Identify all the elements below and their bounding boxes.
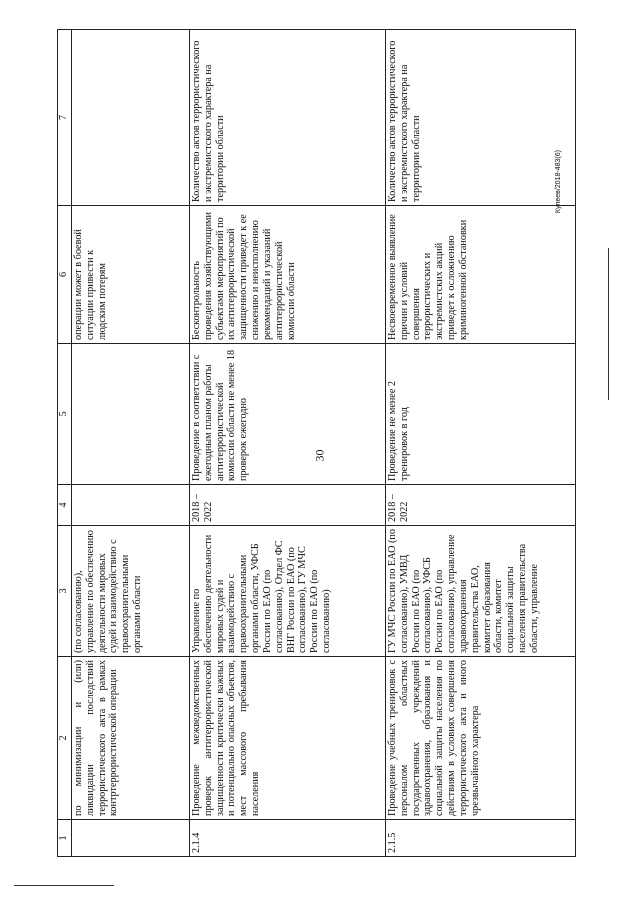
measure-cell: по минимизации и (или) ликвидации последствий террористического акта в рамках контртеррористической операции — [72, 657, 190, 820]
period-cell: 2018 – 2022 — [386, 485, 576, 526]
risk-cell: Бесконтрольность проведения хозяйствующими субъектами мероприятий по их антитеррористической защищенности приведет к ее снижению и неисполнению рекомендаций и указаний антитеррористической комиссии области — [190, 206, 386, 344]
risk-cell: Несвоевременное выявление причин и условий совершения террористических и экстремистских акций приведет к осложнению криминогенной обстановки — [386, 206, 576, 344]
indicator-cell: Проведение в соответствии с ежегодным планом работы антитеррористической комиссии области не менее 18 проверок ежегодно — [190, 344, 386, 485]
indicator-cell: Проведение не менее 2 тренировок в год — [386, 344, 576, 485]
table-row — [386, 30, 576, 857]
measure-cell: Проведение межведомственных проверок антитеррористической защищенности критически важных и потенциально опасных объектов, мест массового пребывания населения — [190, 657, 386, 820]
column-header-3: 3 — [58, 526, 72, 657]
indicator-cell — [72, 344, 190, 485]
header-row — [58, 30, 72, 857]
column-header-2: 2 — [58, 657, 72, 820]
executors-cell: Управление по обеспечению деятельности мировых судей и взаимодействию с правоохранительными органами области, УФСБ России по ЕАО (по согласованию), Отдел ФС ВНГ России по ЕАО (по согласованию), ГУ МЧС России по ЕАО (по согласованию) — [190, 526, 386, 657]
footer-rule — [608, 248, 609, 400]
measure-cell: Проведение учебных тренировок с персоналом областных государственных учреждений здравоохранения, образования и социальной защиты населения по действиям в условиях совершения террористического акта и иного чрезвычайного характера — [386, 657, 576, 820]
period-cell — [72, 485, 190, 526]
result-cell — [72, 30, 190, 206]
result-cell: Количество актов террористического и экстремистского характера на территории области — [190, 30, 386, 206]
result-cell: Количество актов террористического и экстремистского характера на территории области — [386, 30, 576, 206]
table-row — [190, 30, 386, 857]
rotated-table-container — [57, 37, 577, 857]
executors-cell: (по согласованию), управление по обеспечению деятельности мировых судей и взаимодействию с правоохранительными органами области — [72, 526, 190, 657]
column-header-5: 5 — [58, 344, 72, 485]
measures-table — [57, 29, 576, 857]
row-number: 2.1.4 — [190, 820, 386, 857]
column-header-6: 6 — [58, 206, 72, 344]
risk-cell: операции может в боевой ситуации привести к людским потерям — [72, 206, 190, 344]
column-header-7: 7 — [58, 30, 72, 206]
executors-cell: ГУ МЧС России по ЕАО (по согласованию), УМВД России по ЕАО (по согласованию), УФСБ России по ЕАО (по согласованию), управление здравоохранения правительства ЕАО, комитет образования области, комитет социальной защиты населения правительства области, управление — [386, 526, 576, 657]
column-header-4: 4 — [58, 485, 72, 526]
period-cell: 2018 – 2022 — [190, 485, 386, 526]
document-code: Кулеев/2018-483(6) — [555, 150, 562, 214]
column-header-1: 1 — [58, 820, 72, 857]
table-row — [72, 30, 190, 857]
page-number: 30 — [312, 449, 327, 462]
row-number — [72, 820, 190, 857]
bottom-rule — [14, 885, 114, 886]
row-number: 2.1.5 — [386, 820, 576, 857]
